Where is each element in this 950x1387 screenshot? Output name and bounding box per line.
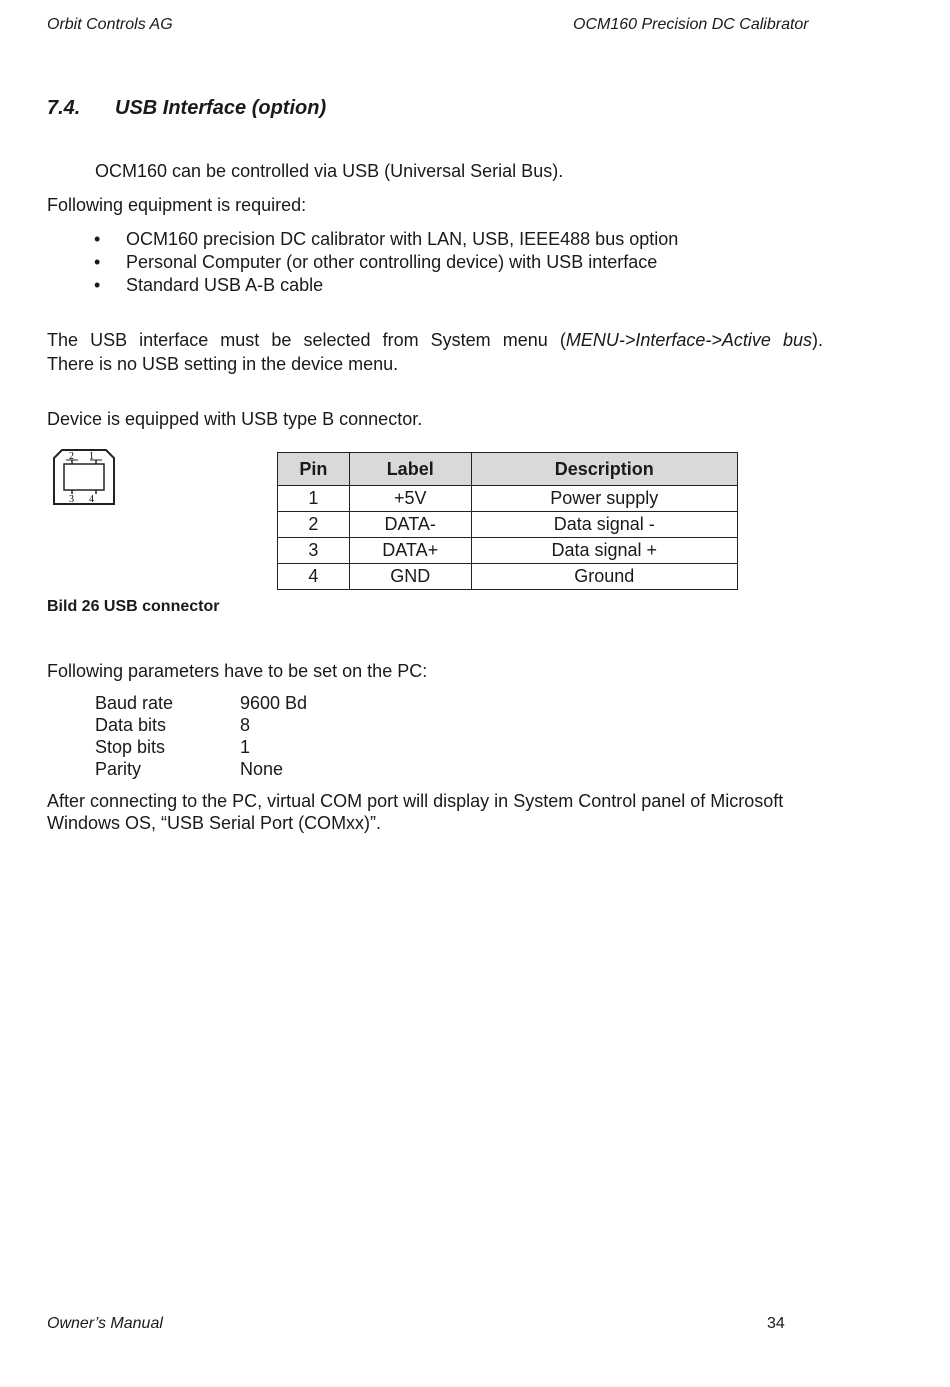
intro-text: OCM160 can be controlled via USB (Universal Serial Bus).	[95, 161, 564, 181]
header-right: OCM160 Precision DC Calibrator	[573, 16, 809, 33]
list-item-text: Personal Computer (or other controlling device) with USB interface	[126, 252, 658, 272]
list-item	[47, 251, 847, 274]
header-left: Orbit Controls AG	[47, 16, 173, 33]
table-row	[278, 564, 738, 590]
param-value: 1	[240, 737, 251, 757]
section-title: USB Interface (option)	[115, 97, 327, 119]
column-header: Description	[471, 453, 737, 486]
page-number: 34	[767, 1315, 785, 1332]
usb-connector-icon	[52, 448, 116, 508]
param-name: Stop bits	[95, 737, 166, 757]
param-row	[95, 714, 307, 736]
table-row	[278, 538, 738, 564]
param-row	[95, 736, 307, 758]
list-item-text: OCM160 precision DC calibrator with LAN, USB, IEEE488 bus option	[126, 229, 679, 249]
interface-note-text: The USB interface must be selected from System menu (	[47, 330, 566, 350]
param-row	[95, 758, 307, 780]
table-header-row	[278, 453, 738, 486]
table-row	[278, 512, 738, 538]
params-list	[95, 692, 307, 780]
param-name: Data bits	[95, 715, 167, 735]
bullet-icon: •	[94, 229, 101, 249]
pin-table	[277, 452, 738, 590]
param-name: Baud rate	[95, 693, 174, 713]
pin-label-1: 1	[89, 451, 94, 462]
closing-line1: After connecting to the PC, virtual COM port will display in System Control panel of Microsoft	[47, 791, 784, 811]
params-intro: Following parameters have to be set on the PC:	[47, 661, 428, 681]
param-value: None	[240, 759, 284, 779]
section-number: 7.4.	[47, 97, 81, 119]
interface-note-line2: There is no USB setting in the device menu.	[47, 354, 399, 374]
column-header: Pin	[278, 453, 350, 486]
table-cell: DATA-	[349, 512, 471, 538]
bullet-icon: •	[94, 252, 101, 272]
table-cell: 3	[278, 538, 350, 564]
table-row	[278, 486, 738, 512]
figure-caption: Bild 26 USB connector	[47, 598, 220, 615]
list-item	[47, 228, 847, 251]
list-item-text: Standard USB A-B cable	[126, 275, 324, 295]
list-item	[47, 274, 847, 297]
equipment-list	[0, 228, 847, 297]
table-cell: 2	[278, 512, 350, 538]
param-name: Parity	[95, 759, 142, 779]
param-value: 9600 Bd	[240, 693, 308, 713]
table-cell: 1	[278, 486, 350, 512]
interface-note-line1	[47, 329, 823, 351]
pin-label-2: 2	[69, 451, 74, 462]
footer-left: Owner’s Manual	[47, 1315, 163, 1332]
table-cell: Data signal -	[471, 512, 737, 538]
table-cell: GND	[349, 564, 471, 590]
param-value: 8	[240, 715, 251, 735]
table-cell: DATA+	[349, 538, 471, 564]
table-cell: 4	[278, 564, 350, 590]
pin-label-4: 4	[89, 494, 94, 505]
table-cell: Power supply	[471, 486, 737, 512]
param-row	[95, 692, 307, 714]
table-cell: Data signal +	[471, 538, 737, 564]
interface-note-end: ).	[812, 330, 823, 350]
closing-line2: Windows OS, “USB Serial Port (COMxx)”.	[47, 813, 382, 833]
column-header: Label	[349, 453, 471, 486]
pin-label-3: 3	[69, 494, 74, 505]
connector-note: Device is equipped with USB type B connector.	[47, 409, 423, 429]
table-cell: +5V	[349, 486, 471, 512]
table-cell: Ground	[471, 564, 737, 590]
section-heading	[47, 97, 326, 120]
equipment-intro: Following equipment is required:	[47, 195, 307, 215]
bullet-icon: •	[94, 275, 101, 295]
menu-path: MENU->Interface->Active bus	[565, 330, 812, 350]
